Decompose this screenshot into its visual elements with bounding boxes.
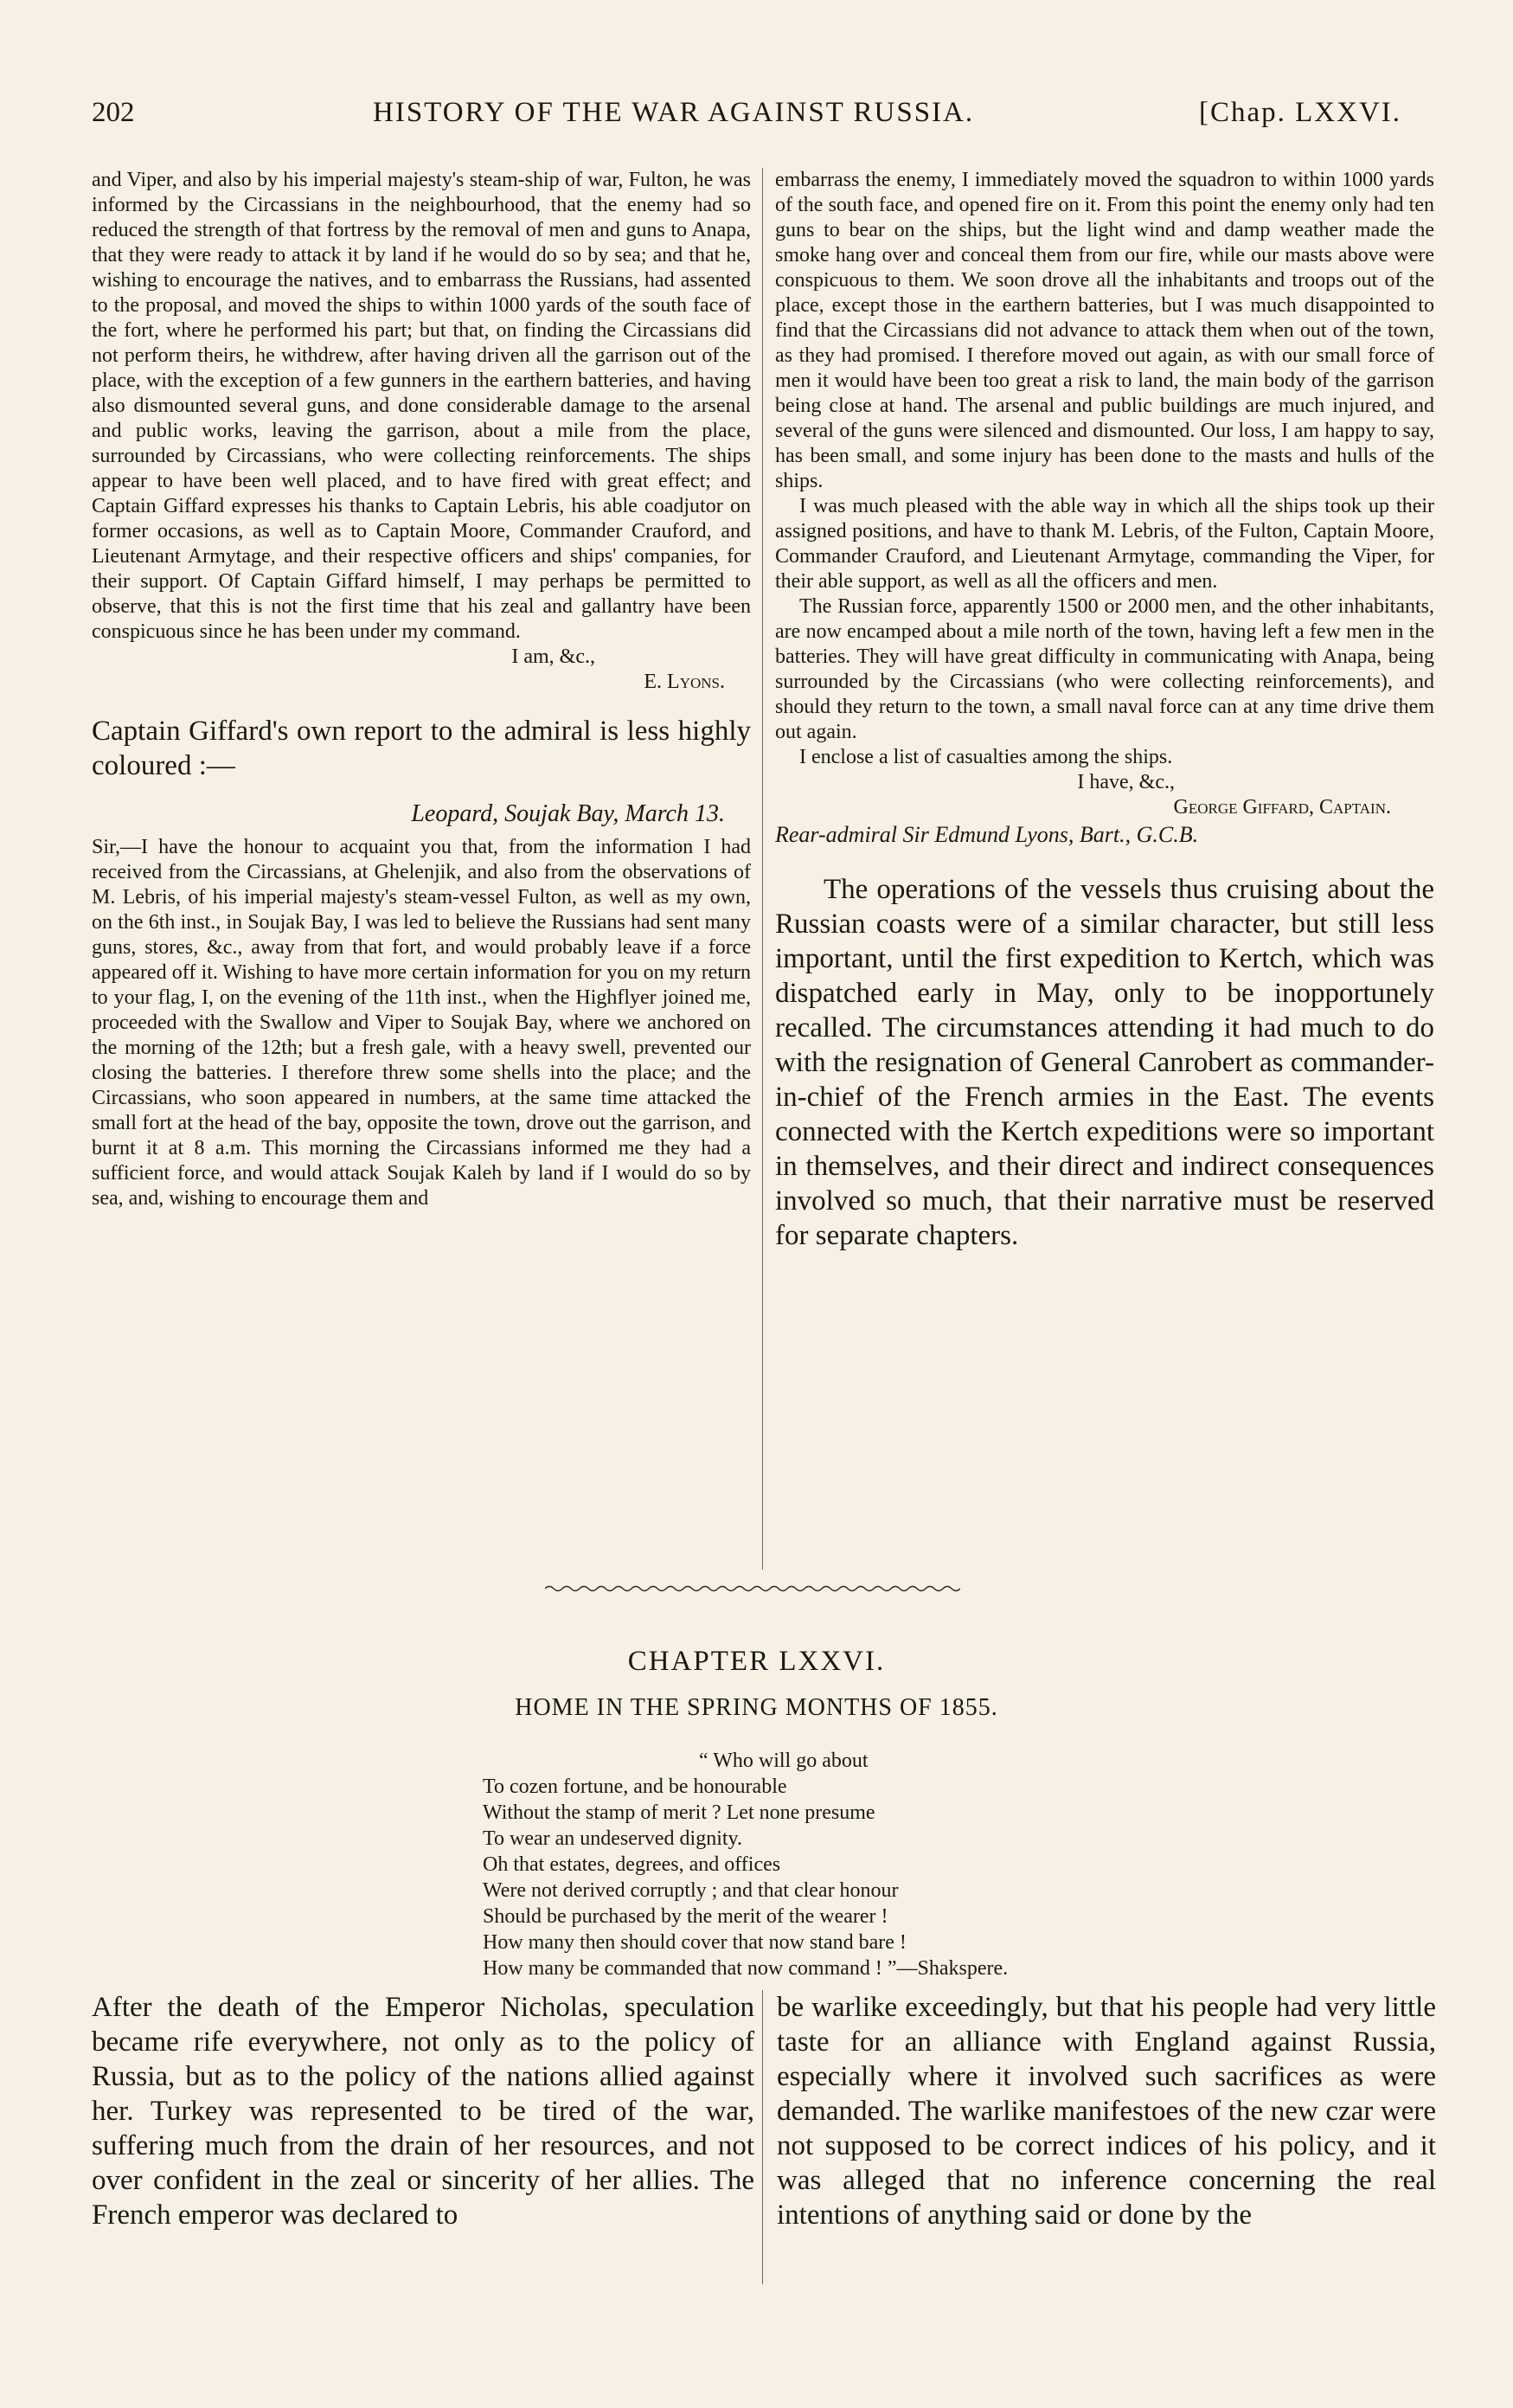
report-addressee: Rear-admiral Sir Edmund Lyons, Bart., G.C.B. <box>775 822 1199 847</box>
right-column-top <box>775 168 1434 1253</box>
left-column-bottom <box>92 1990 754 2232</box>
epigraph-line: Oh that estates, degrees, and offices <box>483 1853 781 1876</box>
epigraph-line: How many be commanded that now command ! ”—Shakspere. <box>483 1957 1009 1980</box>
section-ornament <box>545 1583 960 1595</box>
chapter-title: CHAPTER LXXVI. <box>627 1646 886 1677</box>
column-divider-bottom <box>762 1990 763 2284</box>
left-column-top <box>92 168 751 1211</box>
epigraph <box>483 1748 1261 1981</box>
epigraph-line: “ Who will go about <box>699 1750 869 1772</box>
column-divider-top <box>762 168 763 1570</box>
chapter-reference: [Chap. LXXVI. <box>1199 97 1402 128</box>
epigraph-line: Without the stamp of merit ? Let none presume <box>483 1801 875 1824</box>
letter-ending: and Viper, and also by his imperial majesty's steam-ship of war, Fulton, he was informed by the Circassians in the neighbourhood, that the enemy had so reduced the strength of that fortress by the removal of men and guns to Anapa, that they were ready to attack it by land if he would do so by sea; and that he, wishing to encourage the natives, and to embarrass the Russians, had assented to the proposal, and moved the ships to within 1000 yards of the south face of the fort, where he performed his part; but that, on finding the Circassians did not perform theirs, he withdrew, after having driven all the garrison out of the place, with the exception of a few gunners in the earthern batteries, and having also dismounted several guns, and done considerable damage to the arsenal and public works, leaving the garrison, about a mile from the place, surrounded by Circassians, who were collecting reinforcements. The ships appear to have been well placed, and to have fired with great effect; and Captain Giffard expresses his thanks to Captain Lebris, his able coadjutor on former occasions, as well as to Captain Moore, Commander Crauford, and Lieutenant Armytage, and their respective officers and ships' companies, for their support. Of Captain Giffard himself, I may perhaps be permitted to observe, that this is not the first time that his zeal and gallantry have been conspicuous since he has been under my command. <box>92 169 751 643</box>
right-column-bottom <box>777 1990 1436 2232</box>
page-header <box>92 97 1441 140</box>
report-paragraph-3: The Russian force, apparently 1500 or 2000 men, and the other inhabitants, are now encamped about a mile north of the town, having left a few men in the batteries. They will have great difficulty in communicating with Anapa, being surrounded by the Circassians (who were collecting reinforcements), and should they return to the town, a small naval force can at any time drive them out again. <box>775 595 1434 743</box>
letter-closing: I am, &c., <box>511 645 595 668</box>
epigraph-line: Were not derived corruptly ; and that clear honour <box>483 1879 899 1902</box>
report-paragraph-1: embarrass the enemy, I immediately moved the squadron to within 1000 yards of the south face, and opened fire on it. From this point the enemy only had ten guns to bear on the ships, but the light wind and damp weather made the smoke hang over and conceal them from our fire, while our masts above were conspicuous to them. We soon drove all the inhabitants and troops out of the place, except those in the earthern batteries, but I was much disappointed to find that the Circassians did not advance to attack them when out of the town, as they had promised. I therefore moved out again, as with our small force of men it would have been too great a risk to land, the main body of the garrison being close at hand. The arsenal and public buildings are much injured, and several of the guns were silenced and dismounted. Our loss, I am happy to say, has been small, and some injury has been done to the masts and hulls of the ships. <box>775 169 1434 492</box>
report-body: Sir,—I have the honour to acquaint you that, from the information I had received from the Circassians, at Ghelenjik, and also from the observations of M. Lebris, of his imperial majesty's steam-vessel Fulton, as well as my own, on the 6th inst., in Soujak Bay, I was led to believe the Russians had sent many guns, stores, &c., away from that fort, and would probably leave if a force appeared off it. Wishing to have more certain information for you on my return to your flag, I, on the evening of the 11th inst., when the Highflyer joined me, proceeded with the Swallow and Viper to Soujak Bay, where we anchored on the morning of the 12th; but a fresh gale, with a heavy swell, prevented our closing the batteries. I therefore threw some shells into the place; and the Circassians, who soon appeared in numbers, at the same time attacked the small fort at the head of the bay, opposite the town, drove out the garrison, and burnt it at 8 a.m. This morning the Circassians informed me they had a sufficient force, and would attack Soujak Kaleh by land if I would do so by sea, and, wishing to encourage them and <box>92 836 751 1210</box>
report-paragraph-2: I was much pleased with the able way in which all the ships took up their assigned positions, and have to thank M. Lebris, of the Fulton, Captain Moore, Commander Crauford, and Lieutenant Armytage, commanding the Viper, for their able support, as well as all the officers and men. <box>775 495 1434 593</box>
report-signature: George Giffard, Captain. <box>1173 796 1391 819</box>
epigraph-line: Should be purchased by the merit of the wearer ! <box>483 1905 888 1928</box>
epigraph-line: To cozen fortune, and be honourable <box>483 1775 787 1798</box>
report-paragraph-4: I enclose a list of casualties among the ships. <box>799 746 1173 768</box>
epigraph-line: To wear an undeserved dignity. <box>483 1827 742 1850</box>
chapter-opening-paragraph: After the death of the Emperor Nicholas, speculation became rife everywhere, not only as to the policy of Russia, but as to the policy of the nations allied against her. Turkey was represented to be tired of the war, suffering much from the drain of her resources, and not over confident in the zeal or sincerity of her allies. The French emperor was declared to <box>92 1992 754 2231</box>
running-title: HISTORY OF THE WAR AGAINST RUSSIA. <box>373 97 975 128</box>
narrative-paragraph: The operations of the vessels thus cruising about the Russian coasts were of a similar character, but still less important, until the first expedition to Kertch, which was dispatched early in May, only to be inopportunely recalled. The circumstances attending it had much to do with the resignation of General Canrobert as commander-in-chief of the French armies in the East. The events connected with the Kertch expeditions were so important in themselves, and their direct and indirect consequences involved so much, that their narrative must be reserved for separate chapters. <box>775 874 1434 1251</box>
epigraph-line: How many then should cover that now stand bare ! <box>483 1931 907 1954</box>
report-dateline: Leopard, Soujak Bay, March 13. <box>411 800 725 827</box>
report-closing: I have, &c., <box>1077 771 1175 793</box>
chapter-continuation-paragraph: be warlike exceedingly, but that his people had very little taste for an alliance with England against Russia, especially where it involved such sacrifices as were demanded. The warlike manifestoes of the new czar were not supposed to be correct indices of his policy, and it was alleged that no inference concerning the real intentions of anything said or done by the <box>777 1992 1436 2231</box>
report-intro: Captain Giffard's own report to the admiral is less highly coloured :— <box>92 716 751 781</box>
chapter-subtitle: HOME IN THE SPRING MONTHS OF 1855. <box>515 1694 998 1721</box>
letter-signature: E. Lyons. <box>644 671 725 693</box>
page-number: 202 <box>92 97 135 128</box>
